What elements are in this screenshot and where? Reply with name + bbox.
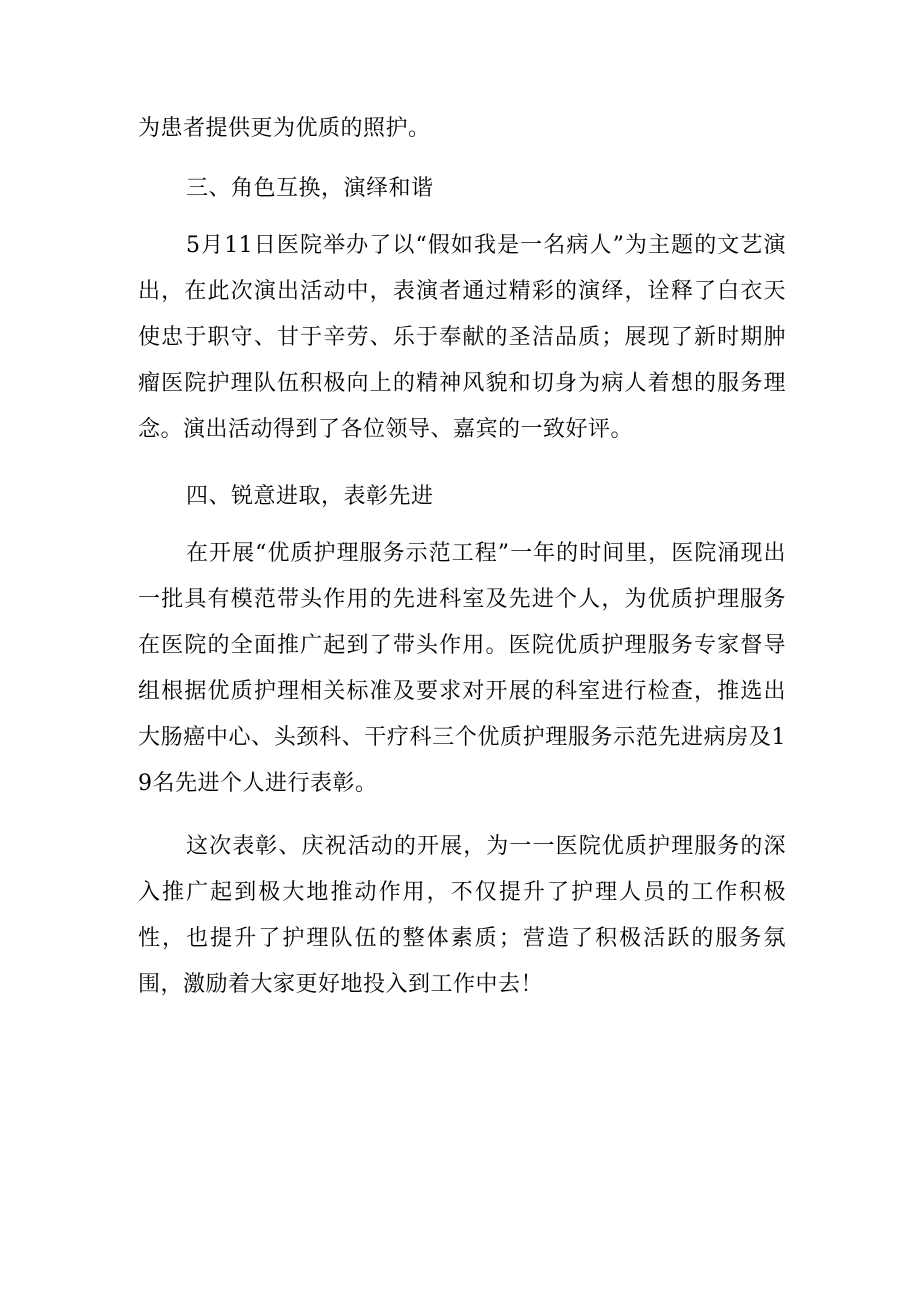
section-3-paragraph: 5月11日医院举办了以“假如我是一名病人”为主题的文艺演出，在此次演出活动中，表演者通过精彩的演绎，诠释了白衣天使忠于职守、甘于辛劳、乐于奉献的圣洁品质；展现了新时期肿瘤医院护理队伍积极向上的精神风貌和切身为病人着想的服务理念。演出活动得到了各位领导、嘉宾的一致好评。 — [138, 233, 786, 442]
continuation-text: 为患者提供更为优质的照护。 — [138, 116, 431, 141]
section-4-heading: 四、锐意进取，表彰先进 — [186, 484, 434, 509]
section-3-heading: 三、角色互换，演绎和谐 — [186, 176, 434, 201]
closing-paragraph: 这次表彰、庆祝活动的开展，为一一医院优质护理服务的深入推广起到极大地推动作用，不仅提升了护理人员的工作积极性，也提升了护理队伍的整体素质；营造了积极活跃的服务氛围，激励着大家更好地投入到工作中去！ — [138, 834, 786, 997]
section-4-paragraph: 在开展“优质护理服务示范工程”一年的时间里，医院涌现出一批具有模范带头作用的先进科室及先进个人，为优质护理服务在医院的全面推广起到了带头作用。医院优质护理服务专家督导组根据优质护理相关标准及要求对开展的科室进行检查，推选出大肠癌中心、头颈科、干疗科三个优质护理服务示范先进病房及19名先进个人进行表彰。 — [138, 541, 786, 796]
